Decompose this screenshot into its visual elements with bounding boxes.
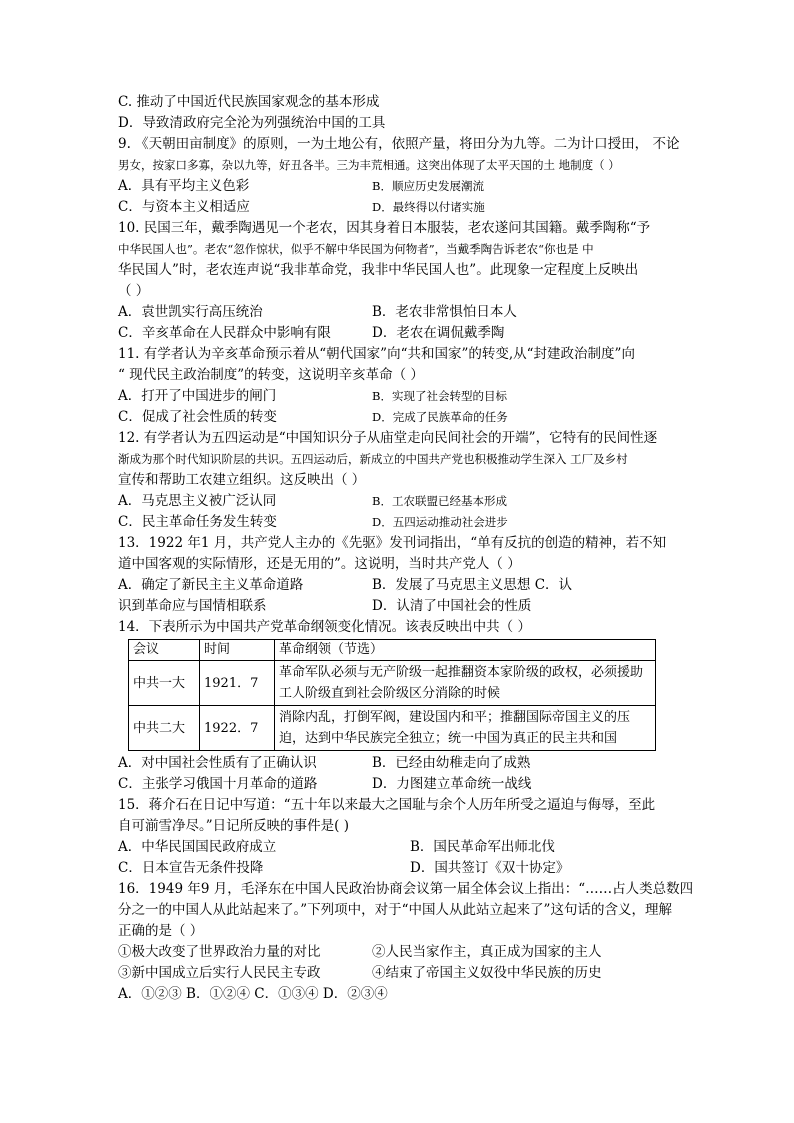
cell-meeting: 中共一大: [129, 661, 200, 706]
q10-option-d: D．老农在调侃戴季陶: [372, 325, 505, 341]
q12-option-a: A．马克思主义被广泛认同: [118, 493, 277, 509]
q16-statement-4: ④结束了帝国主义奴役中华民族的历史: [372, 965, 602, 981]
q9-option-d: D．最终得以付诸实施: [372, 200, 485, 214]
q12-stem-cont: 渐成为那个时代知识阶层的共识。五四运动后，新成立的中国共产党也积极推动学生深入 工厂及乡村: [118, 452, 628, 466]
q16-stem-cont2: 正确的是（ ）: [118, 923, 204, 939]
q9-option-a: A．具有平均主义色彩: [118, 178, 250, 194]
q13-stem: 13．1922 年1 月，共产党人主办的《先驱》发刊词指出，“单有反抗的创造的精神，若不知: [118, 535, 667, 551]
program-table: [128, 639, 656, 751]
q12-stem-cont2: 宣传和帮助工农建立组织。这反映出（ ）: [118, 472, 366, 488]
q15-option-c: C．日本宣告无条件投降: [118, 860, 264, 876]
q15-option-b: B．国民革命军出师北伐: [410, 839, 555, 855]
q11-stem-cont: “ 现代民主政治制度”的转变，这说明辛亥革命（ ）: [118, 367, 424, 383]
q14-option-c: C．主张学习俄国十月革命的道路: [118, 776, 318, 792]
q15-option-d: D．国共签订《双十协定》: [410, 860, 570, 876]
q12-option-b: B．工农联盟已经基本形成: [372, 494, 507, 508]
q8-option-c: C. 推动了中国近代民族国家观念的基本形成: [118, 94, 380, 110]
q16-statement-3: ③新中国成立后实行人民民主专政: [118, 965, 321, 981]
header-meeting: 会议: [129, 640, 200, 661]
q10-stem-paren: （ ）: [118, 283, 150, 299]
q16-choices: A．①②③ B．①②④ C．①③④ D．②③④: [118, 986, 388, 1002]
q10-stem-cont2: 华民国人”时，老农连声说“我非革命党，我非中华民国人也”。此现象一定程度上反映出: [118, 262, 639, 278]
q11-option-b: B．实现了社会转型的目标: [372, 389, 507, 403]
cell-time: 1922．7: [200, 706, 275, 751]
q10-option-a: A．袁世凯实行高压统治: [118, 304, 263, 320]
q16-statement-1: ①极大改变了世界政治力量的对比: [118, 944, 321, 960]
table-row: [129, 706, 656, 751]
q10-option-b: B．老农非常惧怕日本人: [372, 304, 517, 320]
q13-option-a: A．确定了新民主主义革命道路: [118, 577, 304, 593]
q13-option-b-c: B．发展了马克思主义思想 C．认: [372, 577, 573, 593]
q8-option-d: D．导致清政府完全沦为列强统治中国的工具: [118, 115, 386, 131]
q11-option-d: D．完成了民族革命的任务: [372, 410, 508, 424]
q16-statement-2: ②人民当家作主，真正成为国家的主人: [372, 944, 602, 960]
q9-option-b: B．顺应历史发展潮流: [372, 179, 484, 193]
q12-option-d: D．五四运动推动社会进步: [372, 515, 508, 529]
exam-page: [118, 92, 694, 1005]
q16-stem-cont: 分之一的中国人从此站起来了。”下列项中，对于“中国人从此站立起来了”这句话的含义，理解: [118, 902, 672, 918]
q15-stem: 15．蒋介石在日记中写道：“五十年以来最大之国耻与余个人历年所受之逼迫与侮辱，至此: [118, 797, 656, 813]
q13-option-d: D．认清了中国社会的性质: [372, 598, 532, 614]
q13-option-c-cont: 识到革命应与国情相联系: [118, 598, 267, 614]
q9-stem-cont: 男女，按家口多寡，杂以九等，好丑各半。三为丰荒相通。这突出体现了太平天国的土 地制度（ ）: [118, 158, 620, 172]
q14-option-a: A．对中国社会性质有了正确认识: [118, 755, 317, 771]
header-program: 革命纲领（节选）: [275, 640, 656, 661]
q13-stem-cont: 道中国客观的实际情形，还是无用的”。这说明，当时共产党人（ ）: [118, 556, 521, 572]
q11-option-a: A．打开了中国进步的闸门: [118, 388, 277, 404]
q14-option-d: D．力图建立革命统一战线: [372, 776, 532, 792]
cell-time: 1921．7: [200, 661, 275, 706]
cell-program: 消除内乱，打倒军阀，建设国内和平；推翻国际帝国主义的压迫，达到中华民族完全独立；统一中国为真正的民主共和国: [275, 706, 656, 751]
q9-stem: 9. 《天朝田亩制度》的原则，一为土地公有，依照产量，将田分为九等。二为计口授田， 不论: [118, 136, 680, 152]
q9-option-c: C．与资本主义相适应: [118, 199, 250, 215]
q11-option-c: C．促成了社会性质的转变: [118, 409, 277, 425]
table-header-row: [129, 640, 656, 661]
q16-stem: 16．1949 年9 月，毛泽东在中国人民政治协商会议第一届全体会议上指出：“……占人类总数四: [118, 881, 694, 897]
q14-stem: 14．下表所示为中国共产党革命纲领变化情况。该表反映出中共（ ）: [118, 619, 531, 635]
table-row: [129, 661, 656, 706]
q12-stem: 12. 有学者认为五四运动是“中国知识分子从庙堂走向民间社会的开端”，它特有的民间性逐: [118, 430, 658, 446]
q14-option-b: B．已经由幼稚走向了成熟: [372, 755, 531, 771]
q12-option-c: C．民主革命任务发生转变: [118, 514, 277, 530]
cell-program: 革命军队必须与无产阶级一起推翻资本家阶级的政权，必须援助工人阶级直到社会阶级区分消除的时候: [275, 661, 656, 706]
header-time: 时间: [200, 640, 275, 661]
q10-stem-cont: 中华民国人也”。老农“忽作惊状，似乎不解中华民国为何物者”，当戴季陶告诉老农“你也是 中: [118, 242, 594, 256]
q10-stem: 10. 民国三年，戴季陶遇见一个老农，因其身着日本服装，老农遂问其国籍。戴季陶称“予: [118, 220, 651, 236]
cell-meeting: 中共二大: [129, 706, 200, 751]
q15-option-a: A．中华民国国民政府成立: [118, 839, 277, 855]
q10-option-c: C．辛亥革命在人民群众中影响有限: [118, 325, 331, 341]
q11-stem: 11. 有学者认为辛亥革命预示着从“朝代国家”向“共和国家”的转变,从“封建政治制度”向: [118, 346, 635, 362]
q15-stem-cont: 自可湔雪净尽。”日记所反映的事件是( ): [118, 818, 349, 834]
